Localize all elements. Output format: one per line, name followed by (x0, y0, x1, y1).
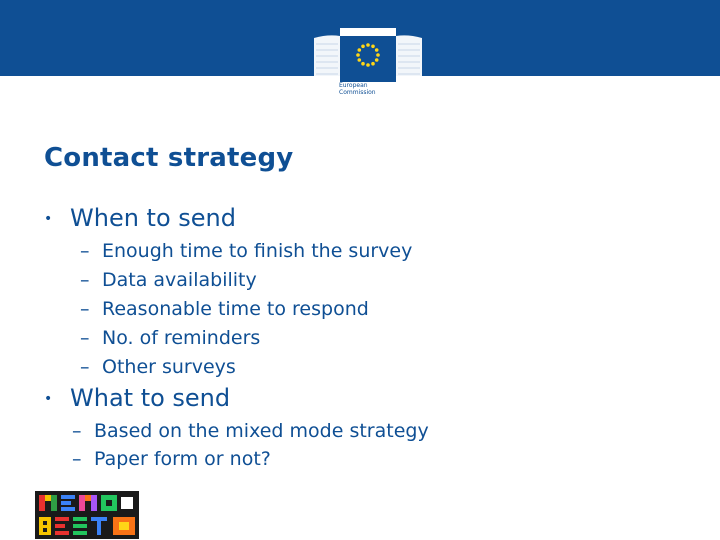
slide-title: Contact strategy (44, 143, 294, 173)
bullet-what-to-send (44, 384, 230, 412)
sub-bullet (80, 356, 236, 378)
dash-icon: – (72, 448, 82, 470)
sub-bullet-label: No. of reminders (102, 327, 261, 349)
dash-icon: – (80, 240, 90, 262)
dash-icon: – (80, 269, 90, 291)
sub-bullet-label: Reasonable time to respond (102, 298, 369, 320)
dash-icon: – (80, 356, 90, 378)
ec-logo-line2: Commission (339, 89, 376, 96)
ec-logo-label (339, 82, 399, 96)
bullet-label: When to send (70, 204, 236, 232)
sub-bullet (80, 298, 369, 320)
sub-bullet (72, 448, 271, 470)
sub-bullet (72, 420, 429, 442)
sub-bullet-label: Based on the mixed mode strategy (94, 420, 429, 442)
dash-icon: – (80, 298, 90, 320)
sub-bullet-label: Enough time to finish the survey (102, 240, 413, 262)
bullet-label: What to send (70, 384, 231, 412)
sub-bullet (80, 269, 257, 291)
sub-bullet-label: Data availability (102, 269, 257, 291)
dash-icon: – (72, 420, 82, 442)
bullet-icon: • (44, 211, 53, 227)
bullet-icon: • (44, 391, 53, 407)
sub-bullet-label: Other surveys (102, 356, 236, 378)
ec-logo-line1: European (339, 82, 368, 89)
memo-best-logo (35, 491, 139, 539)
sub-bullet-label: Paper form or not? (94, 448, 271, 470)
sub-bullet (80, 240, 412, 262)
bullet-when-to-send (44, 204, 236, 232)
eu-flag (340, 36, 396, 80)
sub-bullet (80, 327, 260, 349)
dash-icon: – (80, 327, 90, 349)
